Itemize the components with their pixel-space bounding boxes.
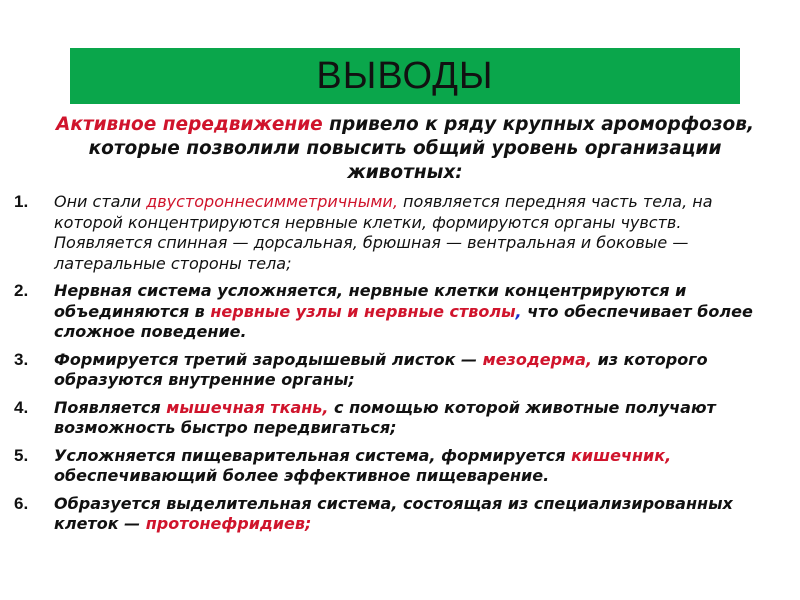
list-item [14,192,780,274]
list-item [14,494,780,535]
item-highlight: протонефридиев; [145,514,312,533]
item-text: Образуется выделительная система, состоящая из специализированных клеток — [54,493,733,533]
conclusions-list [14,192,780,542]
list-item [14,350,780,391]
item-highlight: двустороннесимметричными, [146,192,398,211]
item-text: Усложняется пищеварительная система, формируется [54,445,572,465]
item-text: Нервная система усложняется, нервные клетки концентрируются и объединяются в [54,281,687,321]
item-text: Появляется [54,397,167,417]
item-highlight: нервные узлы и нервные стволы [210,301,516,321]
item-number: 6. [14,493,29,513]
slide-title: ВЫВОДЫ [316,54,494,97]
intro-lead: Активное передвижение [56,114,323,135]
list-item [14,446,780,487]
item-text: из которого образуются внутренние органы; [54,349,708,389]
item-number: 1. [14,192,29,211]
item-text: обеспечивающий более эффективное пищеварение. [54,466,550,485]
list-item [14,281,780,343]
item-text: Они стали [54,192,147,211]
intro-rest: привело к ряду крупных ароморфозов, которые позволили повысить общий уровень организации животных: [88,114,754,183]
item-text: что обеспечивает более сложное поведение. [54,301,753,341]
item-number: 5. [14,445,29,465]
title-banner [70,48,740,104]
item-highlight: мышечная ткань, [166,397,329,417]
item-number: 3. [14,349,29,369]
item-text: появляется передняя часть тела, на которой концентрируются нервные клетки, формируются органы чувств. Появляется спинная — дорсальная, брюшная — вентральная и боковые — латеральные стороны тела; [54,192,713,273]
intro-paragraph [40,113,770,185]
item-number: 2. [14,281,29,300]
item-comma: , [515,301,522,321]
item-number: 4. [14,397,29,417]
item-text: с помощью которой животные получают возможность быстро передвигаться; [54,397,716,437]
item-highlight: мезодерма, [482,349,593,369]
item-highlight: кишечник, [571,445,672,465]
list-item [14,398,780,439]
item-text: Формируется третий зародышевый листок — [54,349,483,369]
